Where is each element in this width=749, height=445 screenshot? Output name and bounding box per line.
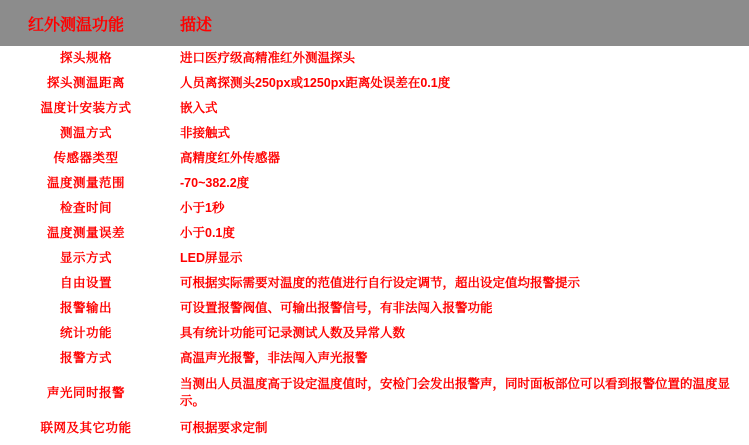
row-feature-description: -70~382.2度 — [180, 176, 250, 190]
row-feature-name: 声光同时报警 — [46, 385, 125, 400]
row-feature-description: 进口医疗级高精准红外测温探头 — [180, 51, 356, 65]
table-row — [0, 346, 749, 371]
row-feature-name: 温度测量误差 — [46, 226, 125, 240]
table-row — [0, 371, 749, 415]
row-feature-name: 报警方式 — [59, 351, 112, 365]
row-feature-description: 高温声光报警，非法闯入声光报警 — [180, 351, 368, 365]
table-row — [0, 46, 749, 71]
row-feature-name: 报警输出 — [59, 301, 112, 315]
table-row — [0, 246, 749, 271]
row-feature-description: 高精度红外传感器 — [180, 151, 281, 165]
table-body — [0, 46, 749, 440]
table-row — [0, 171, 749, 196]
column-header-description: 描述 — [180, 16, 213, 34]
row-feature-name: 统计功能 — [59, 326, 112, 340]
row-feature-name: 传感器类型 — [53, 151, 119, 165]
table-row — [0, 296, 749, 321]
row-feature-description: 非接触式 — [180, 126, 231, 140]
table-row — [0, 146, 749, 171]
row-feature-name: 显示方式 — [59, 251, 112, 265]
row-feature-name: 联网及其它功能 — [40, 421, 132, 435]
row-feature-name: 测温方式 — [59, 126, 112, 140]
row-feature-name: 温度计安装方式 — [40, 101, 132, 115]
row-feature-description: LED屏显示 — [180, 251, 243, 265]
row-feature-description: 可根据要求定制 — [180, 421, 268, 435]
row-feature-description: 人员离探测头250px或1250px距离处误差在0.1度 — [180, 76, 451, 90]
table-row — [0, 196, 749, 221]
row-feature-description: 嵌入式 — [180, 101, 218, 115]
column-header-feature: 红外测温功能 — [28, 16, 125, 34]
table-row — [0, 221, 749, 246]
table-header-row — [0, 0, 749, 46]
row-feature-name: 探头测温距离 — [46, 76, 125, 90]
row-feature-name: 温度测量范围 — [46, 176, 125, 190]
table-row — [0, 121, 749, 146]
table-row — [0, 71, 749, 96]
row-feature-name: 检查时间 — [59, 201, 112, 215]
row-feature-description: 小于1秒 — [180, 201, 225, 215]
row-feature-description: 当测出人员温度高于设定温度值时，安检门会发出报警声，同时面板部位可以看到报警位置的温度显示。 — [180, 377, 731, 408]
table-row — [0, 415, 749, 440]
row-feature-name: 自由设置 — [59, 276, 112, 290]
row-feature-description: 小于0.1度 — [180, 226, 235, 240]
row-feature-description: 可设置报警阀值、可输出报警信号，有非法闯入报警功能 — [180, 301, 493, 315]
row-feature-name: 探头规格 — [59, 51, 112, 65]
table-row — [0, 321, 749, 346]
table-row — [0, 96, 749, 121]
table-row — [0, 271, 749, 296]
row-feature-description: 具有统计功能可记录测试人数及异常人数 — [180, 326, 406, 340]
row-feature-description: 可根据实际需要对温度的范值进行自行设定调节，超出设定值均报警提示 — [180, 276, 581, 290]
